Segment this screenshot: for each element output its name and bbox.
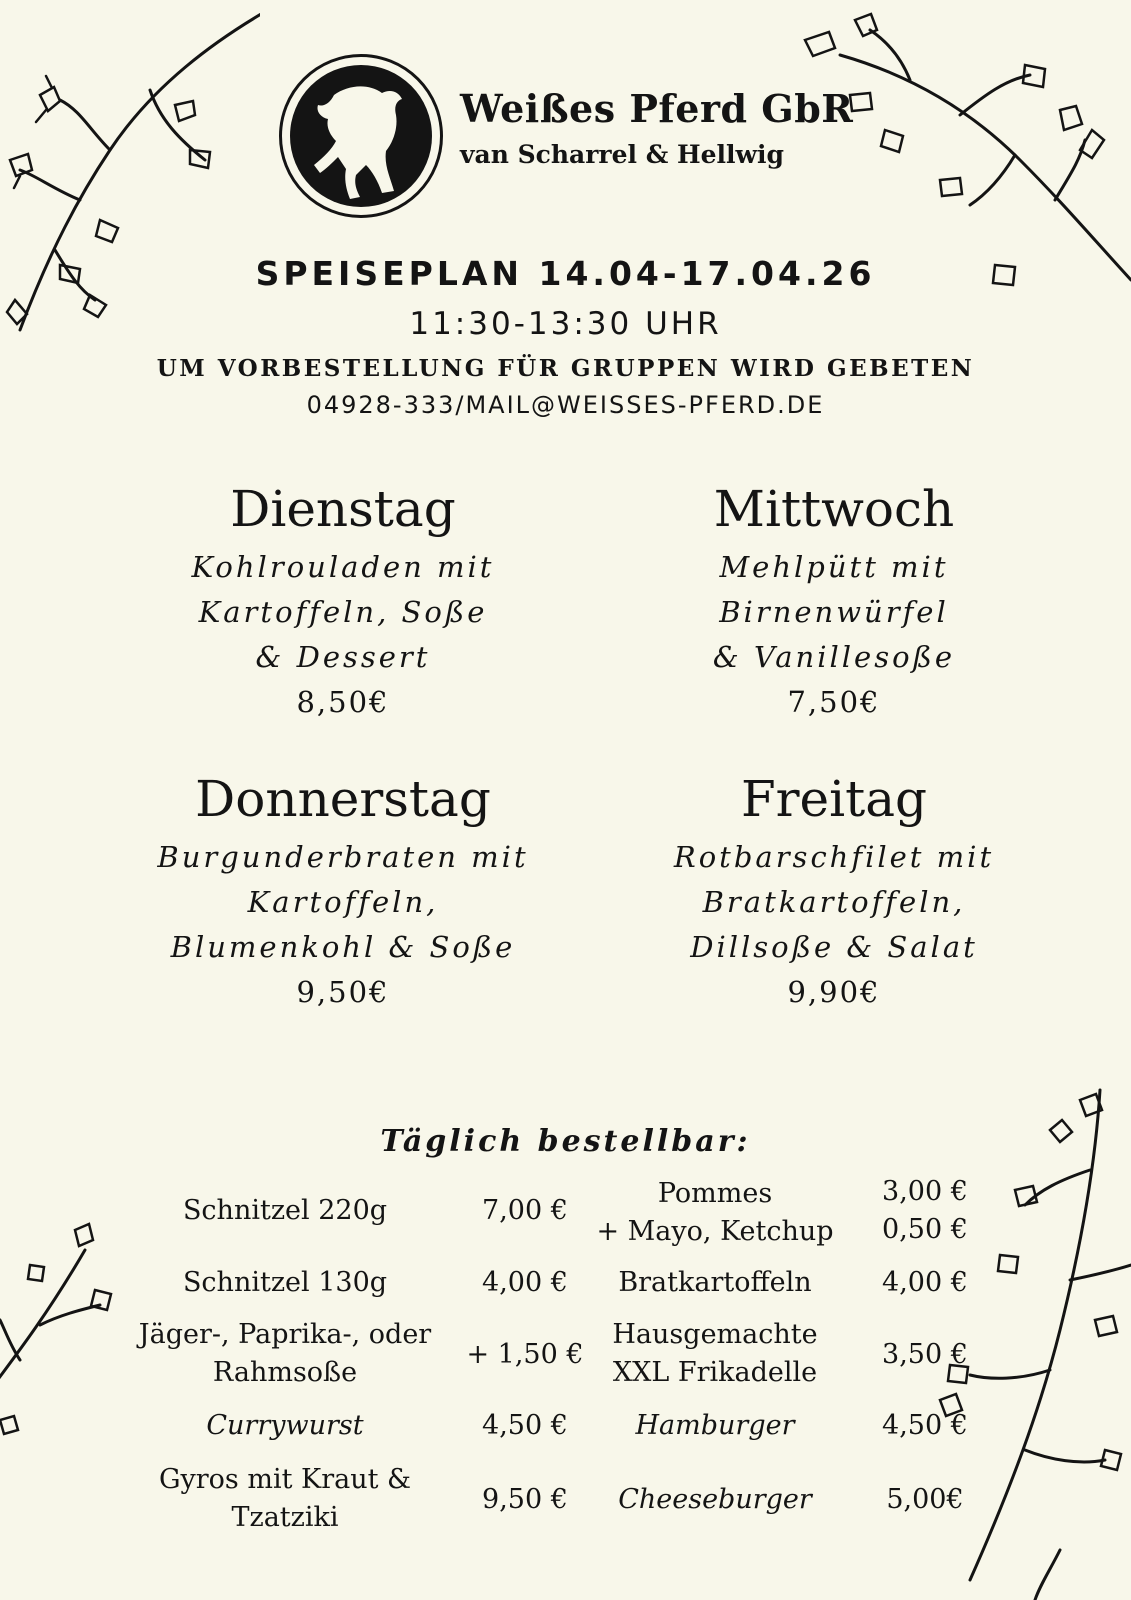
day-card: [113, 479, 573, 725]
day-price: 7,50€: [787, 685, 881, 719]
daily-item: Cheeseburger: [618, 1484, 812, 1515]
flower-branch-icon: [0, 1220, 120, 1460]
daily-price: 4,50 €: [882, 1410, 968, 1441]
day-price: 9,90€: [787, 975, 881, 1009]
group-order-note: UM VORBESTELLUNG FÜR GRUPPEN WIRD GEBETEN: [156, 355, 975, 382]
logo: [279, 54, 443, 218]
daily-price: 7,00 €: [482, 1195, 568, 1226]
day-name: Freitag: [740, 770, 928, 828]
daily-price: 5,00€: [886, 1484, 964, 1515]
daily-price: 4,50 €: [482, 1410, 568, 1441]
day-dish: Burgunderbraten mit Kartoffeln, Blumenkohl & Soße: [157, 840, 529, 964]
daily-price: 3,50 €: [882, 1339, 968, 1370]
daily-menu-title: Täglich bestellbar:: [380, 1124, 751, 1159]
daily-item: Hausgemachte XXL Frikadelle: [612, 1319, 818, 1388]
daily-price: 4,00 €: [882, 1267, 968, 1298]
daily-item: Currywurst: [206, 1410, 364, 1441]
day-dish: Kohlrouladen mit Kartoffeln, Soße & Dessert: [191, 550, 495, 674]
daily-item: Jäger-, Paprika-, oder Rahmsoße: [138, 1319, 432, 1388]
daily-price: 9,50 €: [482, 1484, 568, 1515]
contact-info: 04928-333/MAIL@WEISSES-PFERD.DE: [306, 391, 825, 419]
day-card: [604, 769, 1064, 1015]
brand-subtitle: van Scharrel & Hellwig: [460, 140, 784, 169]
daily-item: Pommes + Mayo, Ketchup: [596, 1178, 834, 1247]
daily-price: 3,00 € 0,50 €: [882, 1176, 968, 1245]
daily-price: + 1,50 €: [466, 1339, 584, 1370]
day-name: Mittwoch: [713, 480, 955, 538]
daily-item: Bratkartoffeln: [618, 1267, 812, 1298]
daily-item: Hamburger: [635, 1410, 795, 1441]
day-card: [604, 479, 1064, 725]
day-dish: Rotbarschfilet mit Bratkartoffeln, Dillsoße & Salat: [673, 840, 995, 964]
daily-item: Schnitzel 130g: [182, 1267, 388, 1298]
horse-icon: [290, 65, 432, 207]
menu-title: SPEISEPLAN 14.04-17.04.26: [255, 254, 876, 293]
day-dish: Mehlpütt mit Birnenwürfel & Vanillesoße: [712, 550, 956, 674]
opening-time: 11:30-13:30 UHR: [409, 306, 722, 342]
day-name: Donnerstag: [195, 770, 491, 828]
day-price: 9,50€: [296, 975, 390, 1009]
daily-item: Gyros mit Kraut & Tzatziki: [158, 1464, 412, 1533]
daily-price: 4,00 €: [482, 1267, 568, 1298]
day-card: [113, 769, 573, 1015]
day-price: 8,50€: [296, 685, 390, 719]
daily-item: Schnitzel 220g: [182, 1195, 388, 1226]
day-name: Dienstag: [230, 480, 456, 538]
brand-name: Weißes Pferd GbR: [460, 86, 854, 131]
